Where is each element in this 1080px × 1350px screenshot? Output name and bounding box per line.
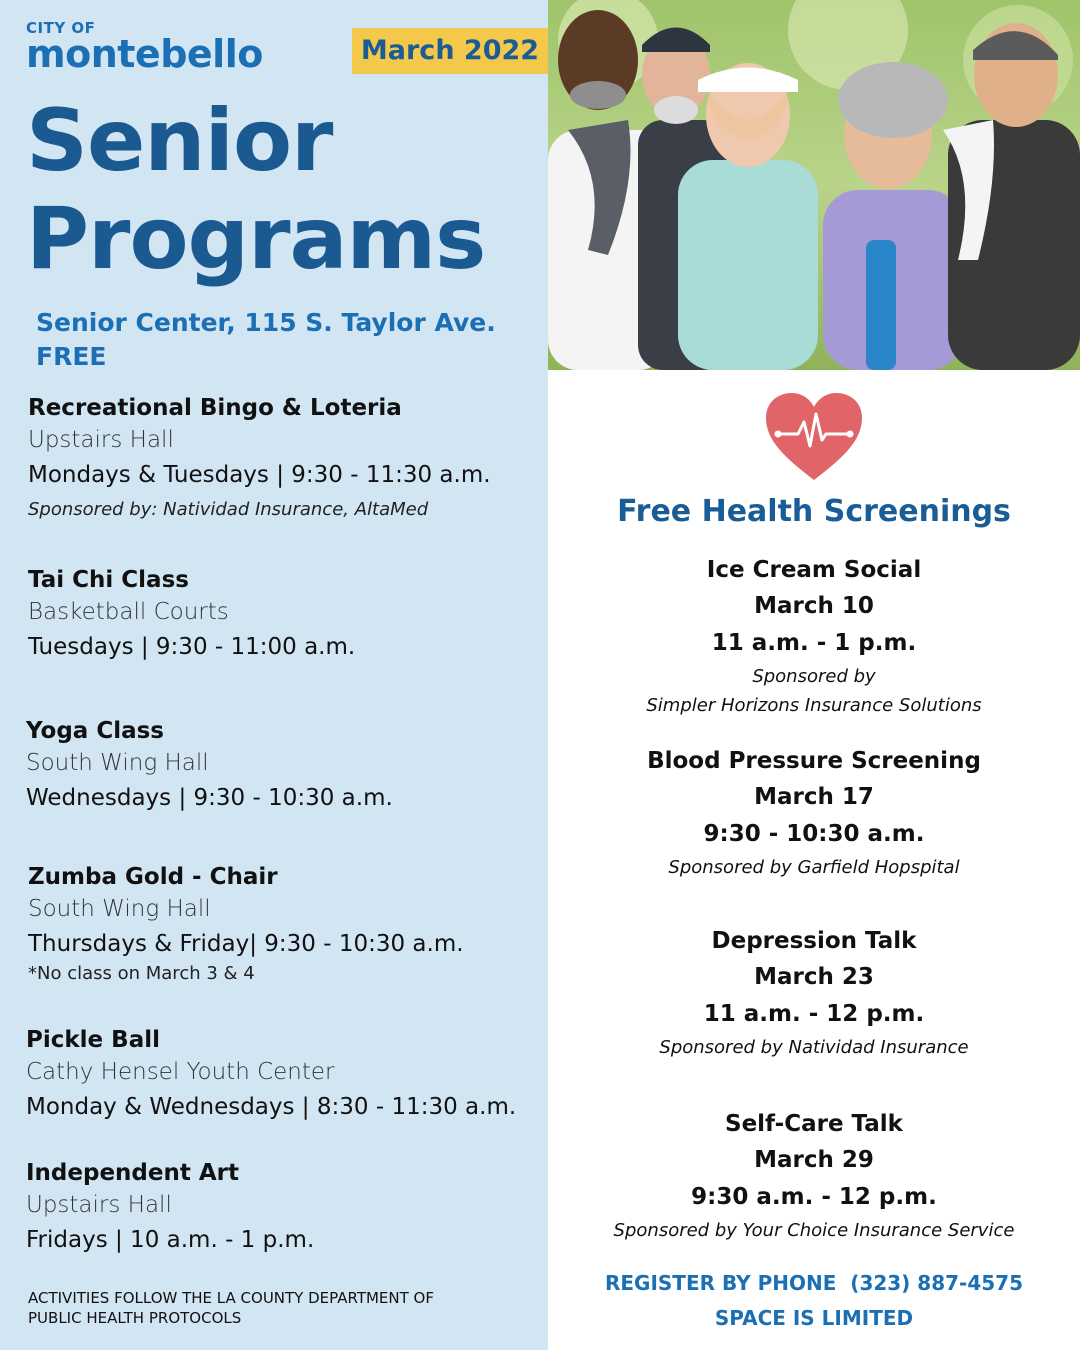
program-time: Mondays & Tuesdays | 9:30 - 11:30 a.m. [28,462,491,488]
program-location: Cathy Hensel Youth Center [26,1059,335,1085]
program-note: *No class on March 3 & 4 [28,963,255,984]
program-item [26,1025,516,1125]
program-name: Recreational Bingo & Loteria [28,395,402,421]
seniors-group-photo [548,0,1080,370]
register-limited: SPACE IS LIMITED [714,1306,914,1330]
event-name: Blood Pressure Screening [647,748,981,774]
location-block [36,306,496,374]
program-location: Upstairs Hall [26,1192,172,1218]
page-title [26,92,485,288]
protocol-note-line-2: PUBLIC HEALTH PROTOCOLS [28,1309,242,1327]
program-name: Pickle Ball [26,1027,160,1053]
program-location: Basketball Courts [28,599,229,625]
program-sponsor: Sponsored by: Natividad Insurance, AltaMed [28,499,429,520]
program-location: South Wing Hall [28,896,211,922]
screening-event [548,552,1080,720]
program-time: Thursdays & Friday| 9:30 - 10:30 a.m. [28,931,464,957]
event-sponsor: Sponsored by Garfield Hopspital [668,857,960,878]
heart-pulse-icon [764,392,864,482]
date-badge: March 2022 [352,28,548,74]
program-name: Tai Chi Class [28,567,189,593]
program-item [28,393,491,527]
logo-city-text: CITY OF [26,19,96,37]
program-name: Independent Art [26,1160,240,1186]
event-date: March 23 [754,964,874,990]
event-name: Depression Talk [711,928,917,954]
program-item [28,565,355,665]
program-time: Wednesdays | 9:30 - 10:30 a.m. [26,785,393,811]
title-line-2: Programs [26,189,486,289]
event-name: Ice Cream Social [706,557,922,583]
program-time: Tuesdays | 9:30 - 11:00 a.m. [28,634,356,660]
program-item [26,716,393,816]
event-date: March 17 [754,784,874,810]
program-name: Yoga Class [26,718,164,744]
screening-event [548,743,1080,882]
location-free: FREE [36,342,107,371]
logo-name-text: montebello [26,32,263,76]
screening-event [548,923,1080,1062]
title-line-1: Senior [26,91,333,191]
program-time: Fridays | 10 a.m. - 1 p.m. [26,1227,315,1253]
protocol-note [28,1288,434,1328]
event-time: 9:30 - 10:30 a.m. [703,821,925,847]
event-time: 11 a.m. - 1 p.m. [711,630,917,656]
program-item [26,1158,314,1258]
program-time: Monday & Wednesdays | 8:30 - 11:30 a.m. [26,1094,517,1120]
event-time: 9:30 a.m. - 12 p.m. [691,1184,937,1210]
program-location: Upstairs Hall [28,427,174,453]
event-time: 11 a.m. - 12 p.m. [703,1001,925,1027]
register-phone: REGISTER BY PHONE (323) 887-4575 [604,1271,1024,1295]
location-address: Senior Center, 115 S. Taylor Ave. [36,308,496,337]
event-date: March 29 [754,1147,874,1173]
program-name: Zumba Gold - Chair [28,864,278,890]
city-logo [26,19,263,76]
event-sponsor-line-2: Simpler Horizons Insurance Solutions [646,695,982,716]
event-date: March 10 [754,593,874,619]
screening-event [548,1106,1080,1245]
program-item [28,862,464,986]
register-info [548,1266,1080,1336]
event-sponsor: Sponsored by [752,666,876,687]
event-sponsor: Sponsored by Natividad Insurance [659,1037,969,1058]
screenings-title: Free Health Screenings [617,494,1011,529]
protocol-note-line-1: ACTIVITIES FOLLOW THE LA COUNTY DEPARTMENT OF [28,1289,434,1307]
event-name: Self-Care Talk [725,1111,903,1137]
event-sponsor: Sponsored by Your Choice Insurance Service [613,1220,1015,1241]
program-location: South Wing Hall [26,750,209,776]
